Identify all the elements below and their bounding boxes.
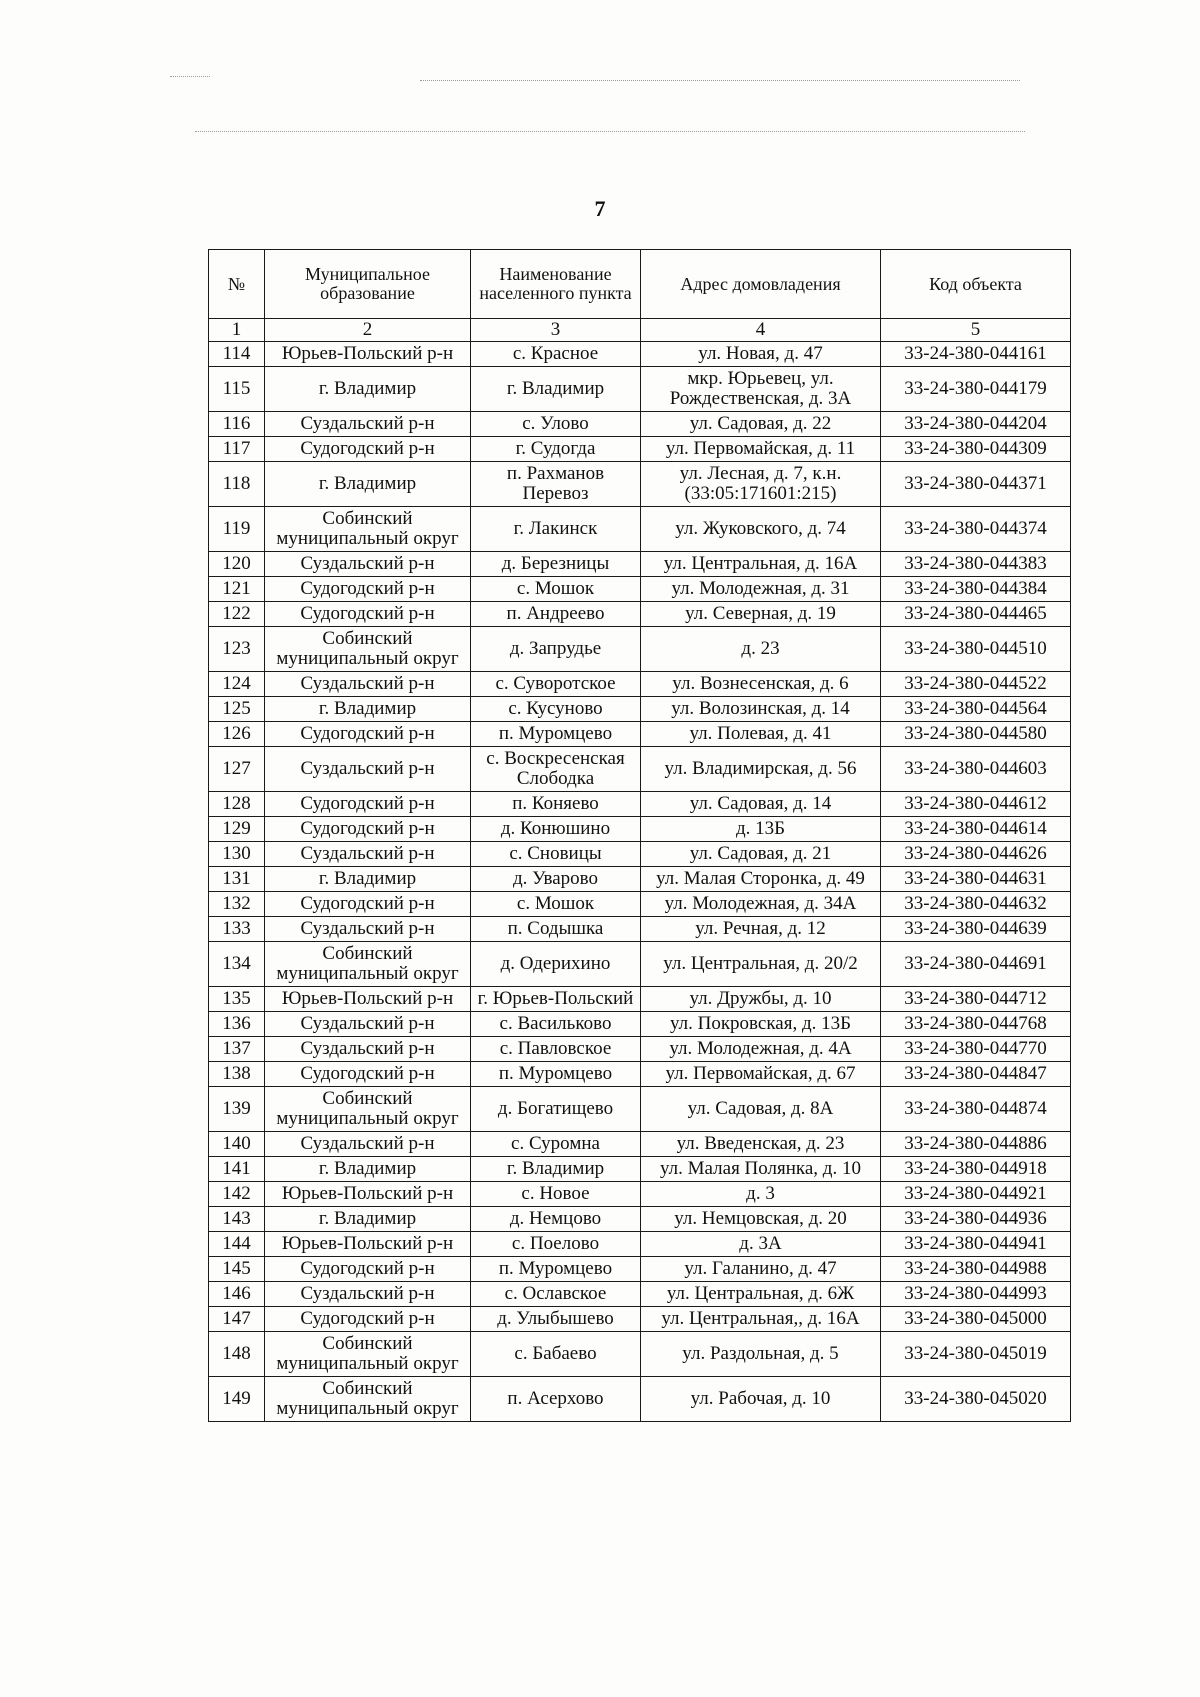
- cell-number: 125: [209, 697, 265, 722]
- cell-settlement: п. Асерхово: [471, 1377, 641, 1422]
- cell-settlement: г. Владимир: [471, 1157, 641, 1182]
- cell-address: ул. Немцовская, д. 20: [641, 1207, 881, 1232]
- cell-address: ул. Речная, д. 12: [641, 917, 881, 942]
- cell-object-code: 33-24-380-044770: [881, 1037, 1071, 1062]
- cell-municipality: Судогодский р-н: [265, 792, 471, 817]
- cell-object-code: 33-24-380-044847: [881, 1062, 1071, 1087]
- cell-object-code: 33-24-380-044631: [881, 867, 1071, 892]
- table-row: [209, 342, 1071, 367]
- column-number: 4: [641, 319, 881, 342]
- cell-address: д. 3А: [641, 1232, 881, 1257]
- cell-address: ул. Вознесенская, д. 6: [641, 672, 881, 697]
- cell-object-code: 33-24-380-044179: [881, 367, 1071, 412]
- cell-number: 134: [209, 942, 265, 987]
- table-row: [209, 672, 1071, 697]
- cell-object-code: 33-24-380-044383: [881, 552, 1071, 577]
- cell-number: 123: [209, 627, 265, 672]
- cell-settlement: г. Судогда: [471, 437, 641, 462]
- cell-settlement: с. Суворотское: [471, 672, 641, 697]
- cell-municipality: Судогодский р-н: [265, 722, 471, 747]
- cell-address: ул. Центральная, д. 6Ж: [641, 1282, 881, 1307]
- cell-settlement: д. Одерихино: [471, 942, 641, 987]
- cell-object-code: 33-24-380-044371: [881, 462, 1071, 507]
- cell-object-code: 33-24-380-044632: [881, 892, 1071, 917]
- table-row: [209, 792, 1071, 817]
- cell-address: д. 23: [641, 627, 881, 672]
- cell-number: 141: [209, 1157, 265, 1182]
- cell-object-code: 33-24-380-044603: [881, 747, 1071, 792]
- cell-object-code: 33-24-380-044161: [881, 342, 1071, 367]
- registry-table: [208, 249, 1071, 1422]
- cell-object-code: 33-24-380-044918: [881, 1157, 1071, 1182]
- cell-object-code: 33-24-380-044874: [881, 1087, 1071, 1132]
- cell-municipality: г. Владимир: [265, 1207, 471, 1232]
- cell-number: 142: [209, 1182, 265, 1207]
- cell-municipality: Юрьев-Польский р-н: [265, 342, 471, 367]
- table-row: [209, 747, 1071, 792]
- scan-artifact-line: [195, 131, 1025, 132]
- table-row: [209, 1132, 1071, 1157]
- table-row: [209, 462, 1071, 507]
- cell-settlement: д. Запрудье: [471, 627, 641, 672]
- cell-settlement: д. Уварово: [471, 867, 641, 892]
- cell-municipality: г. Владимир: [265, 367, 471, 412]
- cell-object-code: 33-24-380-044510: [881, 627, 1071, 672]
- cell-municipality: Судогодский р-н: [265, 437, 471, 462]
- cell-settlement: п. Андреево: [471, 602, 641, 627]
- table-row: [209, 1377, 1071, 1422]
- cell-number: 149: [209, 1377, 265, 1422]
- cell-address: мкр. Юрьевец, ул. Рождественская, д. 3А: [641, 367, 881, 412]
- cell-number: 135: [209, 987, 265, 1012]
- cell-number: 121: [209, 577, 265, 602]
- table-row: [209, 817, 1071, 842]
- cell-number: 115: [209, 367, 265, 412]
- cell-settlement: г. Владимир: [471, 367, 641, 412]
- cell-number: 117: [209, 437, 265, 462]
- page-number: 7: [594, 196, 606, 221]
- table-row: [209, 627, 1071, 672]
- table-row: [209, 1257, 1071, 1282]
- column-number: 5: [881, 319, 1071, 342]
- cell-municipality: Суздальский р-н: [265, 552, 471, 577]
- cell-municipality: Суздальский р-н: [265, 747, 471, 792]
- cell-object-code: 33-24-380-044612: [881, 792, 1071, 817]
- cell-address: ул. Молодежная, д. 31: [641, 577, 881, 602]
- cell-address: ул. Полевая, д. 41: [641, 722, 881, 747]
- cell-number: 143: [209, 1207, 265, 1232]
- cell-object-code: 33-24-380-044639: [881, 917, 1071, 942]
- column-numbers-row: [209, 319, 1071, 342]
- table-row: [209, 1087, 1071, 1132]
- cell-object-code: 33-24-380-044712: [881, 987, 1071, 1012]
- cell-number: 133: [209, 917, 265, 942]
- column-number: 3: [471, 319, 641, 342]
- cell-object-code: 33-24-380-044993: [881, 1282, 1071, 1307]
- cell-address: ул. Новая, д. 47: [641, 342, 881, 367]
- cell-object-code: 33-24-380-044936: [881, 1207, 1071, 1232]
- cell-municipality: Суздальский р-н: [265, 1282, 471, 1307]
- cell-number: 138: [209, 1062, 265, 1087]
- cell-settlement: д. Березницы: [471, 552, 641, 577]
- table-row: [209, 1332, 1071, 1377]
- cell-object-code: 33-24-380-044564: [881, 697, 1071, 722]
- cell-address: ул. Дружбы, д. 10: [641, 987, 881, 1012]
- cell-address: ул. Центральная, д. 16А: [641, 552, 881, 577]
- cell-address: ул. Покровская, д. 13Б: [641, 1012, 881, 1037]
- table-row: [209, 1232, 1071, 1257]
- cell-address: ул. Центральная,, д. 16А: [641, 1307, 881, 1332]
- cell-object-code: 33-24-380-044309: [881, 437, 1071, 462]
- table-row: [209, 842, 1071, 867]
- table-header-row: [209, 250, 1071, 319]
- table-row: [209, 1012, 1071, 1037]
- cell-number: 114: [209, 342, 265, 367]
- cell-number: 128: [209, 792, 265, 817]
- cell-settlement: п. Рахманов Перевоз: [471, 462, 641, 507]
- cell-number: 140: [209, 1132, 265, 1157]
- cell-object-code: 33-24-380-044988: [881, 1257, 1071, 1282]
- table-row: [209, 367, 1071, 412]
- cell-settlement: д. Улыбышево: [471, 1307, 641, 1332]
- cell-address: ул. Северная, д. 19: [641, 602, 881, 627]
- cell-municipality: Юрьев-Польский р-н: [265, 1182, 471, 1207]
- cell-address: ул. Галанино, д. 47: [641, 1257, 881, 1282]
- cell-municipality: г. Владимир: [265, 462, 471, 507]
- cell-settlement: с. Красное: [471, 342, 641, 367]
- scan-artifact-line: [170, 76, 210, 77]
- cell-object-code: 33-24-380-045020: [881, 1377, 1071, 1422]
- cell-number: 139: [209, 1087, 265, 1132]
- cell-settlement: с. Воскресенская Слободка: [471, 747, 641, 792]
- cell-address: ул. Первомайская, д. 11: [641, 437, 881, 462]
- cell-object-code: 33-24-380-044614: [881, 817, 1071, 842]
- cell-object-code: 33-24-380-044886: [881, 1132, 1071, 1157]
- cell-municipality: Собинский муниципальный округ: [265, 507, 471, 552]
- cell-settlement: д. Богатищево: [471, 1087, 641, 1132]
- cell-settlement: д. Конюшино: [471, 817, 641, 842]
- column-number: 2: [265, 319, 471, 342]
- cell-address: ул. Садовая, д. 22: [641, 412, 881, 437]
- cell-address: ул. Раздольная, д. 5: [641, 1332, 881, 1377]
- cell-address: ул. Малая Сторонка, д. 49: [641, 867, 881, 892]
- header-number: №: [209, 250, 265, 319]
- cell-settlement: п. Коняево: [471, 792, 641, 817]
- cell-number: 116: [209, 412, 265, 437]
- column-number: 1: [209, 319, 265, 342]
- cell-municipality: Собинский муниципальный округ: [265, 1332, 471, 1377]
- table-row: [209, 1282, 1071, 1307]
- cell-address: ул. Владимирская, д. 56: [641, 747, 881, 792]
- cell-settlement: п. Муромцево: [471, 722, 641, 747]
- cell-municipality: г. Владимир: [265, 867, 471, 892]
- table-row: [209, 552, 1071, 577]
- table-row: [209, 1207, 1071, 1232]
- cell-object-code: 33-24-380-044522: [881, 672, 1071, 697]
- cell-municipality: Собинский муниципальный округ: [265, 1377, 471, 1422]
- cell-object-code: 33-24-380-044204: [881, 412, 1071, 437]
- cell-object-code: 33-24-380-044465: [881, 602, 1071, 627]
- table-row: [209, 942, 1071, 987]
- cell-municipality: Судогодский р-н: [265, 817, 471, 842]
- cell-settlement: с. Улово: [471, 412, 641, 437]
- table-row: [209, 892, 1071, 917]
- cell-settlement: с. Мошок: [471, 892, 641, 917]
- cell-settlement: с. Кусуново: [471, 697, 641, 722]
- cell-object-code: 33-24-380-044626: [881, 842, 1071, 867]
- cell-number: 145: [209, 1257, 265, 1282]
- cell-number: 126: [209, 722, 265, 747]
- cell-settlement: с. Сновицы: [471, 842, 641, 867]
- cell-number: 136: [209, 1012, 265, 1037]
- cell-address: д. 13Б: [641, 817, 881, 842]
- cell-municipality: Судогодский р-н: [265, 1062, 471, 1087]
- cell-settlement: п. Содышка: [471, 917, 641, 942]
- header-address: Адрес домовладения: [641, 250, 881, 319]
- header-settlement: Наименование населенного пункта: [471, 250, 641, 319]
- cell-address: д. 3: [641, 1182, 881, 1207]
- cell-municipality: Суздальский р-н: [265, 1037, 471, 1062]
- cell-address: ул. Садовая, д. 21: [641, 842, 881, 867]
- cell-address: ул. Малая Полянка, д. 10: [641, 1157, 881, 1182]
- cell-number: 120: [209, 552, 265, 577]
- cell-object-code: 33-24-380-044384: [881, 577, 1071, 602]
- cell-address: ул. Молодежная, д. 34А: [641, 892, 881, 917]
- cell-settlement: с. Мошок: [471, 577, 641, 602]
- cell-number: 130: [209, 842, 265, 867]
- cell-object-code: 33-24-380-045019: [881, 1332, 1071, 1377]
- cell-municipality: Юрьев-Польский р-н: [265, 987, 471, 1012]
- cell-address: ул. Жуковского, д. 74: [641, 507, 881, 552]
- cell-number: 137: [209, 1037, 265, 1062]
- table-row: [209, 602, 1071, 627]
- cell-municipality: Собинский муниципальный округ: [265, 942, 471, 987]
- cell-object-code: 33-24-380-044768: [881, 1012, 1071, 1037]
- cell-number: 124: [209, 672, 265, 697]
- cell-number: 129: [209, 817, 265, 842]
- cell-object-code: 33-24-380-044374: [881, 507, 1071, 552]
- cell-number: 132: [209, 892, 265, 917]
- cell-address: ул. Первомайская, д. 67: [641, 1062, 881, 1087]
- cell-address: ул. Садовая, д. 14: [641, 792, 881, 817]
- table-row: [209, 1307, 1071, 1332]
- cell-number: 147: [209, 1307, 265, 1332]
- table-row: [209, 1157, 1071, 1182]
- cell-municipality: Судогодский р-н: [265, 602, 471, 627]
- cell-address: ул. Лесная, д. 7, к.н. (33:05:171601:215): [641, 462, 881, 507]
- cell-settlement: г. Юрьев-Польский: [471, 987, 641, 1012]
- cell-number: 131: [209, 867, 265, 892]
- table-row: [209, 1062, 1071, 1087]
- cell-number: 119: [209, 507, 265, 552]
- cell-object-code: 33-24-380-044691: [881, 942, 1071, 987]
- cell-municipality: Суздальский р-н: [265, 1132, 471, 1157]
- cell-object-code: 33-24-380-044921: [881, 1182, 1071, 1207]
- cell-object-code: 33-24-380-044580: [881, 722, 1071, 747]
- cell-object-code: 33-24-380-044941: [881, 1232, 1071, 1257]
- cell-municipality: Судогодский р-н: [265, 577, 471, 602]
- cell-municipality: Судогодский р-н: [265, 892, 471, 917]
- cell-settlement: п. Муромцево: [471, 1257, 641, 1282]
- table-row: [209, 697, 1071, 722]
- cell-settlement: с. Бабаево: [471, 1332, 641, 1377]
- table-row: [209, 507, 1071, 552]
- table-row: [209, 437, 1071, 462]
- cell-address: ул. Садовая, д. 8А: [641, 1087, 881, 1132]
- cell-number: 144: [209, 1232, 265, 1257]
- table-row: [209, 577, 1071, 602]
- cell-number: 127: [209, 747, 265, 792]
- cell-municipality: Суздальский р-н: [265, 842, 471, 867]
- cell-municipality: г. Владимир: [265, 697, 471, 722]
- table-row: [209, 917, 1071, 942]
- cell-settlement: с. Павловское: [471, 1037, 641, 1062]
- header-municipality: Муниципальное образование: [265, 250, 471, 319]
- cell-settlement: с. Васильково: [471, 1012, 641, 1037]
- cell-address: ул. Волозинская, д. 14: [641, 697, 881, 722]
- cell-municipality: Судогодский р-н: [265, 1307, 471, 1332]
- cell-municipality: г. Владимир: [265, 1157, 471, 1182]
- cell-number: 148: [209, 1332, 265, 1377]
- cell-settlement: с. Поелово: [471, 1232, 641, 1257]
- cell-settlement: п. Муромцево: [471, 1062, 641, 1087]
- cell-number: 118: [209, 462, 265, 507]
- cell-municipality: Собинский муниципальный округ: [265, 1087, 471, 1132]
- table-body: [209, 342, 1071, 1422]
- table-row: [209, 722, 1071, 747]
- table-row: [209, 1182, 1071, 1207]
- table-row: [209, 412, 1071, 437]
- table-row: [209, 867, 1071, 892]
- cell-municipality: Суздальский р-н: [265, 412, 471, 437]
- cell-settlement: г. Лакинск: [471, 507, 641, 552]
- cell-settlement: с. Новое: [471, 1182, 641, 1207]
- table-row: [209, 1037, 1071, 1062]
- cell-number: 146: [209, 1282, 265, 1307]
- cell-municipality: Собинский муниципальный округ: [265, 627, 471, 672]
- cell-address: ул. Центральная, д. 20/2: [641, 942, 881, 987]
- cell-municipality: Суздальский р-н: [265, 672, 471, 697]
- cell-municipality: Судогодский р-н: [265, 1257, 471, 1282]
- table-row: [209, 987, 1071, 1012]
- cell-municipality: Суздальский р-н: [265, 1012, 471, 1037]
- cell-address: ул. Молодежная, д. 4А: [641, 1037, 881, 1062]
- header-object-code: Код объекта: [881, 250, 1071, 319]
- cell-address: ул. Рабочая, д. 10: [641, 1377, 881, 1422]
- cell-municipality: Юрьев-Польский р-н: [265, 1232, 471, 1257]
- cell-object-code: 33-24-380-045000: [881, 1307, 1071, 1332]
- cell-address: ул. Введенская, д. 23: [641, 1132, 881, 1157]
- cell-settlement: с. Ославское: [471, 1282, 641, 1307]
- cell-number: 122: [209, 602, 265, 627]
- scan-artifact-line: [420, 80, 1020, 81]
- cell-settlement: д. Немцово: [471, 1207, 641, 1232]
- cell-settlement: с. Суромна: [471, 1132, 641, 1157]
- cell-municipality: Суздальский р-н: [265, 917, 471, 942]
